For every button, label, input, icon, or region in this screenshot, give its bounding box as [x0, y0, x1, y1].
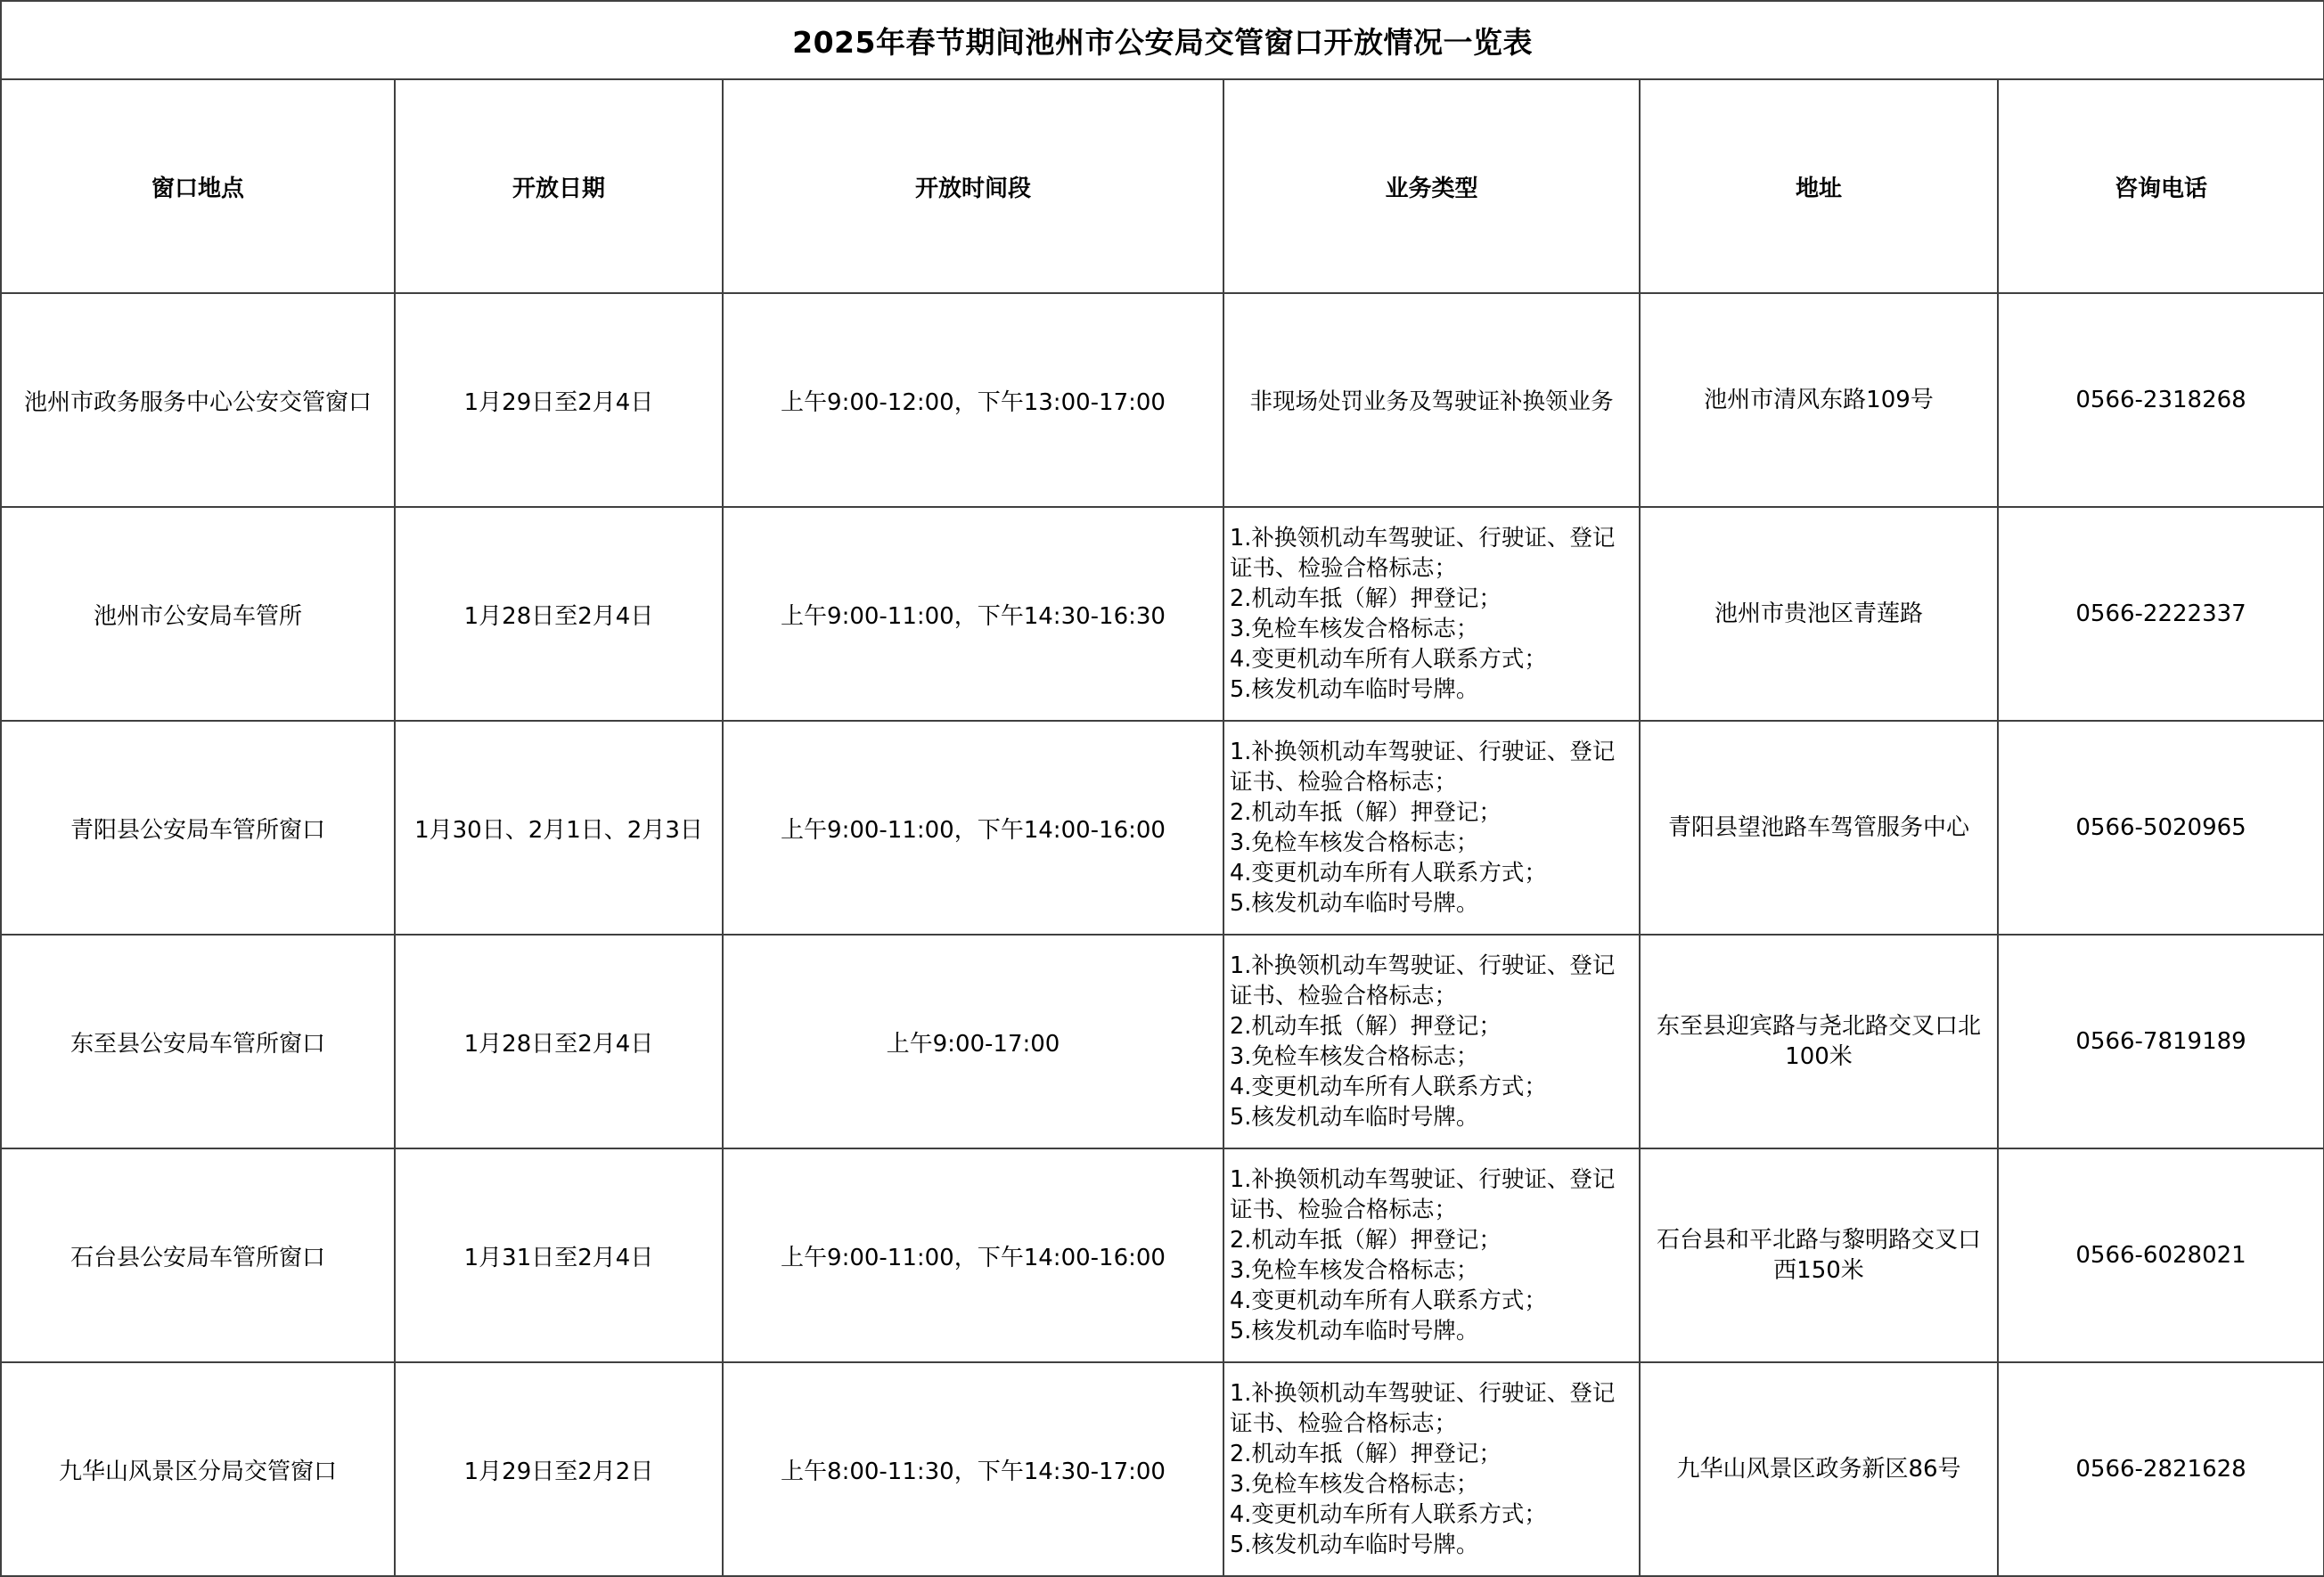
cell-business	[1223, 935, 1640, 1148]
header-row	[1, 79, 2324, 293]
address-text: 九华山风景区政务新区86号	[1676, 1456, 1961, 1483]
title-row	[1, 1, 2324, 79]
address-text: 池州市清风东路109号	[1704, 387, 1934, 413]
table-title: 2025年春节期间池州市公安局交管窗口开放情况一览表	[1, 1, 2324, 79]
cell-phone: 0566-5020965	[1998, 721, 2324, 935]
business-item: 4.变更机动车所有人联系方式；	[1230, 860, 1547, 887]
cell-hours: 上午9:00-11:00，下午14:00-16:00	[723, 1148, 1223, 1362]
cell-phone: 0566-2222337	[1998, 507, 2324, 721]
cell-address	[1640, 721, 1998, 935]
table-row	[1, 935, 2324, 1148]
business-list	[1230, 951, 1633, 1132]
address-text: 青阳县望池路车驾管服务中心	[1667, 814, 1969, 841]
cell-location: 青阳县公安局车管所窗口	[1, 721, 395, 935]
business-item: 2.机动车抵（解）押登记；	[1230, 1227, 1502, 1254]
business-item: 4.变更机动车所有人联系方式；	[1230, 1287, 1547, 1314]
business-item: 3.免检车核发合格标志；	[1230, 616, 1479, 642]
business-item: 4.变更机动车所有人联系方式；	[1230, 1074, 1547, 1100]
business-item: 1.补换领机动车驾驶证、行驶证、登记证书、检验合格标志；	[1230, 1380, 1616, 1437]
business-item: 非现场处罚业务及驾驶证补换领业务	[1249, 388, 1614, 415]
header-business: 业务类型	[1223, 79, 1640, 293]
business-item: 5.核发机动车临时号牌。	[1230, 1104, 1479, 1131]
cell-hours: 上午9:00-12:00，下午13:00-17:00	[723, 293, 1223, 507]
cell-hours: 上午9:00-17:00	[723, 935, 1223, 1148]
cell-dates: 1月29日至2月4日	[395, 293, 723, 507]
address-text: 池州市贵池区青莲路	[1714, 601, 1923, 627]
business-item: 1.补换领机动车驾驶证、行驶证、登记证书、检验合格标志；	[1230, 525, 1616, 582]
business-item: 4.变更机动车所有人联系方式；	[1230, 1501, 1547, 1528]
business-item: 2.机动车抵（解）押登记；	[1230, 585, 1502, 612]
table-row	[1, 293, 2324, 507]
cell-phone: 0566-2318268	[1998, 293, 2324, 507]
cell-business	[1223, 293, 1640, 507]
cell-hours: 上午8:00-11:30，下午14:30-17:00	[723, 1362, 1223, 1576]
cell-address	[1640, 507, 1998, 721]
business-item: 5.核发机动车临时号牌。	[1230, 890, 1479, 917]
cell-address	[1640, 293, 1998, 507]
cell-location: 池州市公安局车管所	[1, 507, 395, 721]
cell-location: 东至县公安局车管所窗口	[1, 935, 395, 1148]
address-text: 东至县迎宾路与尧北路交叉口北100米	[1656, 1013, 1981, 1070]
business-item: 2.机动车抵（解）押登记；	[1230, 1441, 1502, 1467]
business-item: 5.核发机动车临时号牌。	[1230, 1318, 1479, 1344]
cell-hours: 上午9:00-11:00，下午14:30-16:30	[723, 507, 1223, 721]
business-list	[1230, 1164, 1633, 1346]
cell-phone: 0566-7819189	[1998, 935, 2324, 1148]
cell-address	[1640, 1148, 1998, 1362]
cell-phone: 0566-6028021	[1998, 1148, 2324, 1362]
cell-location: 九华山风景区分局交管窗口	[1, 1362, 395, 1576]
business-item: 5.核发机动车临时号牌。	[1230, 1532, 1479, 1558]
business-item: 1.补换领机动车驾驶证、行驶证、登记证书、检验合格标志；	[1230, 952, 1616, 1009]
business-item: 3.免检车核发合格标志；	[1230, 1471, 1479, 1498]
header-hours: 开放时间段	[723, 79, 1223, 293]
table-row	[1, 507, 2324, 721]
business-item: 5.核发机动车临时号牌。	[1230, 676, 1479, 703]
table-row	[1, 1148, 2324, 1362]
business-list	[1230, 1378, 1633, 1560]
cell-dates: 1月29日至2月2日	[395, 1362, 723, 1576]
business-item: 2.机动车抵（解）押登记；	[1230, 799, 1502, 826]
cell-dates: 1月28日至2月4日	[395, 935, 723, 1148]
cell-phone: 0566-2821628	[1998, 1362, 2324, 1576]
header-dates: 开放日期	[395, 79, 723, 293]
address-text: 石台县和平北路与黎明路交叉口西150米	[1656, 1227, 1981, 1284]
business-item: 1.补换领机动车驾驶证、行驶证、登记证书、检验合格标志；	[1230, 739, 1616, 796]
cell-dates: 1月28日至2月4日	[395, 507, 723, 721]
business-item: 3.免检车核发合格标志；	[1230, 829, 1479, 856]
cell-location: 石台县公安局车管所窗口	[1, 1148, 395, 1362]
business-item: 4.变更机动车所有人联系方式；	[1230, 646, 1547, 673]
business-list	[1230, 523, 1633, 705]
business-item: 3.免检车核发合格标志；	[1230, 1043, 1479, 1070]
cell-business	[1223, 1362, 1640, 1576]
table-row	[1, 1362, 2324, 1576]
business-item: 1.补换领机动车驾驶证、行驶证、登记证书、检验合格标志；	[1230, 1166, 1616, 1223]
cell-business	[1223, 1148, 1640, 1362]
business-list	[1230, 737, 1633, 919]
header-phone: 咨询电话	[1998, 79, 2324, 293]
cell-hours: 上午9:00-11:00，下午14:00-16:00	[723, 721, 1223, 935]
cell-business	[1223, 721, 1640, 935]
header-location: 窗口地点	[1, 79, 395, 293]
business-item: 3.免检车核发合格标志；	[1230, 1257, 1479, 1284]
business-item: 2.机动车抵（解）押登记；	[1230, 1013, 1502, 1040]
cell-dates: 1月31日至2月4日	[395, 1148, 723, 1362]
cell-business	[1223, 507, 1640, 721]
table-row	[1, 721, 2324, 935]
cell-location: 池州市政务服务中心公安交管窗口	[1, 293, 395, 507]
cell-dates: 1月30日、2月1日、2月3日	[395, 721, 723, 935]
header-address: 地址	[1640, 79, 1998, 293]
cell-address	[1640, 1362, 1998, 1576]
cell-address	[1640, 935, 1998, 1148]
